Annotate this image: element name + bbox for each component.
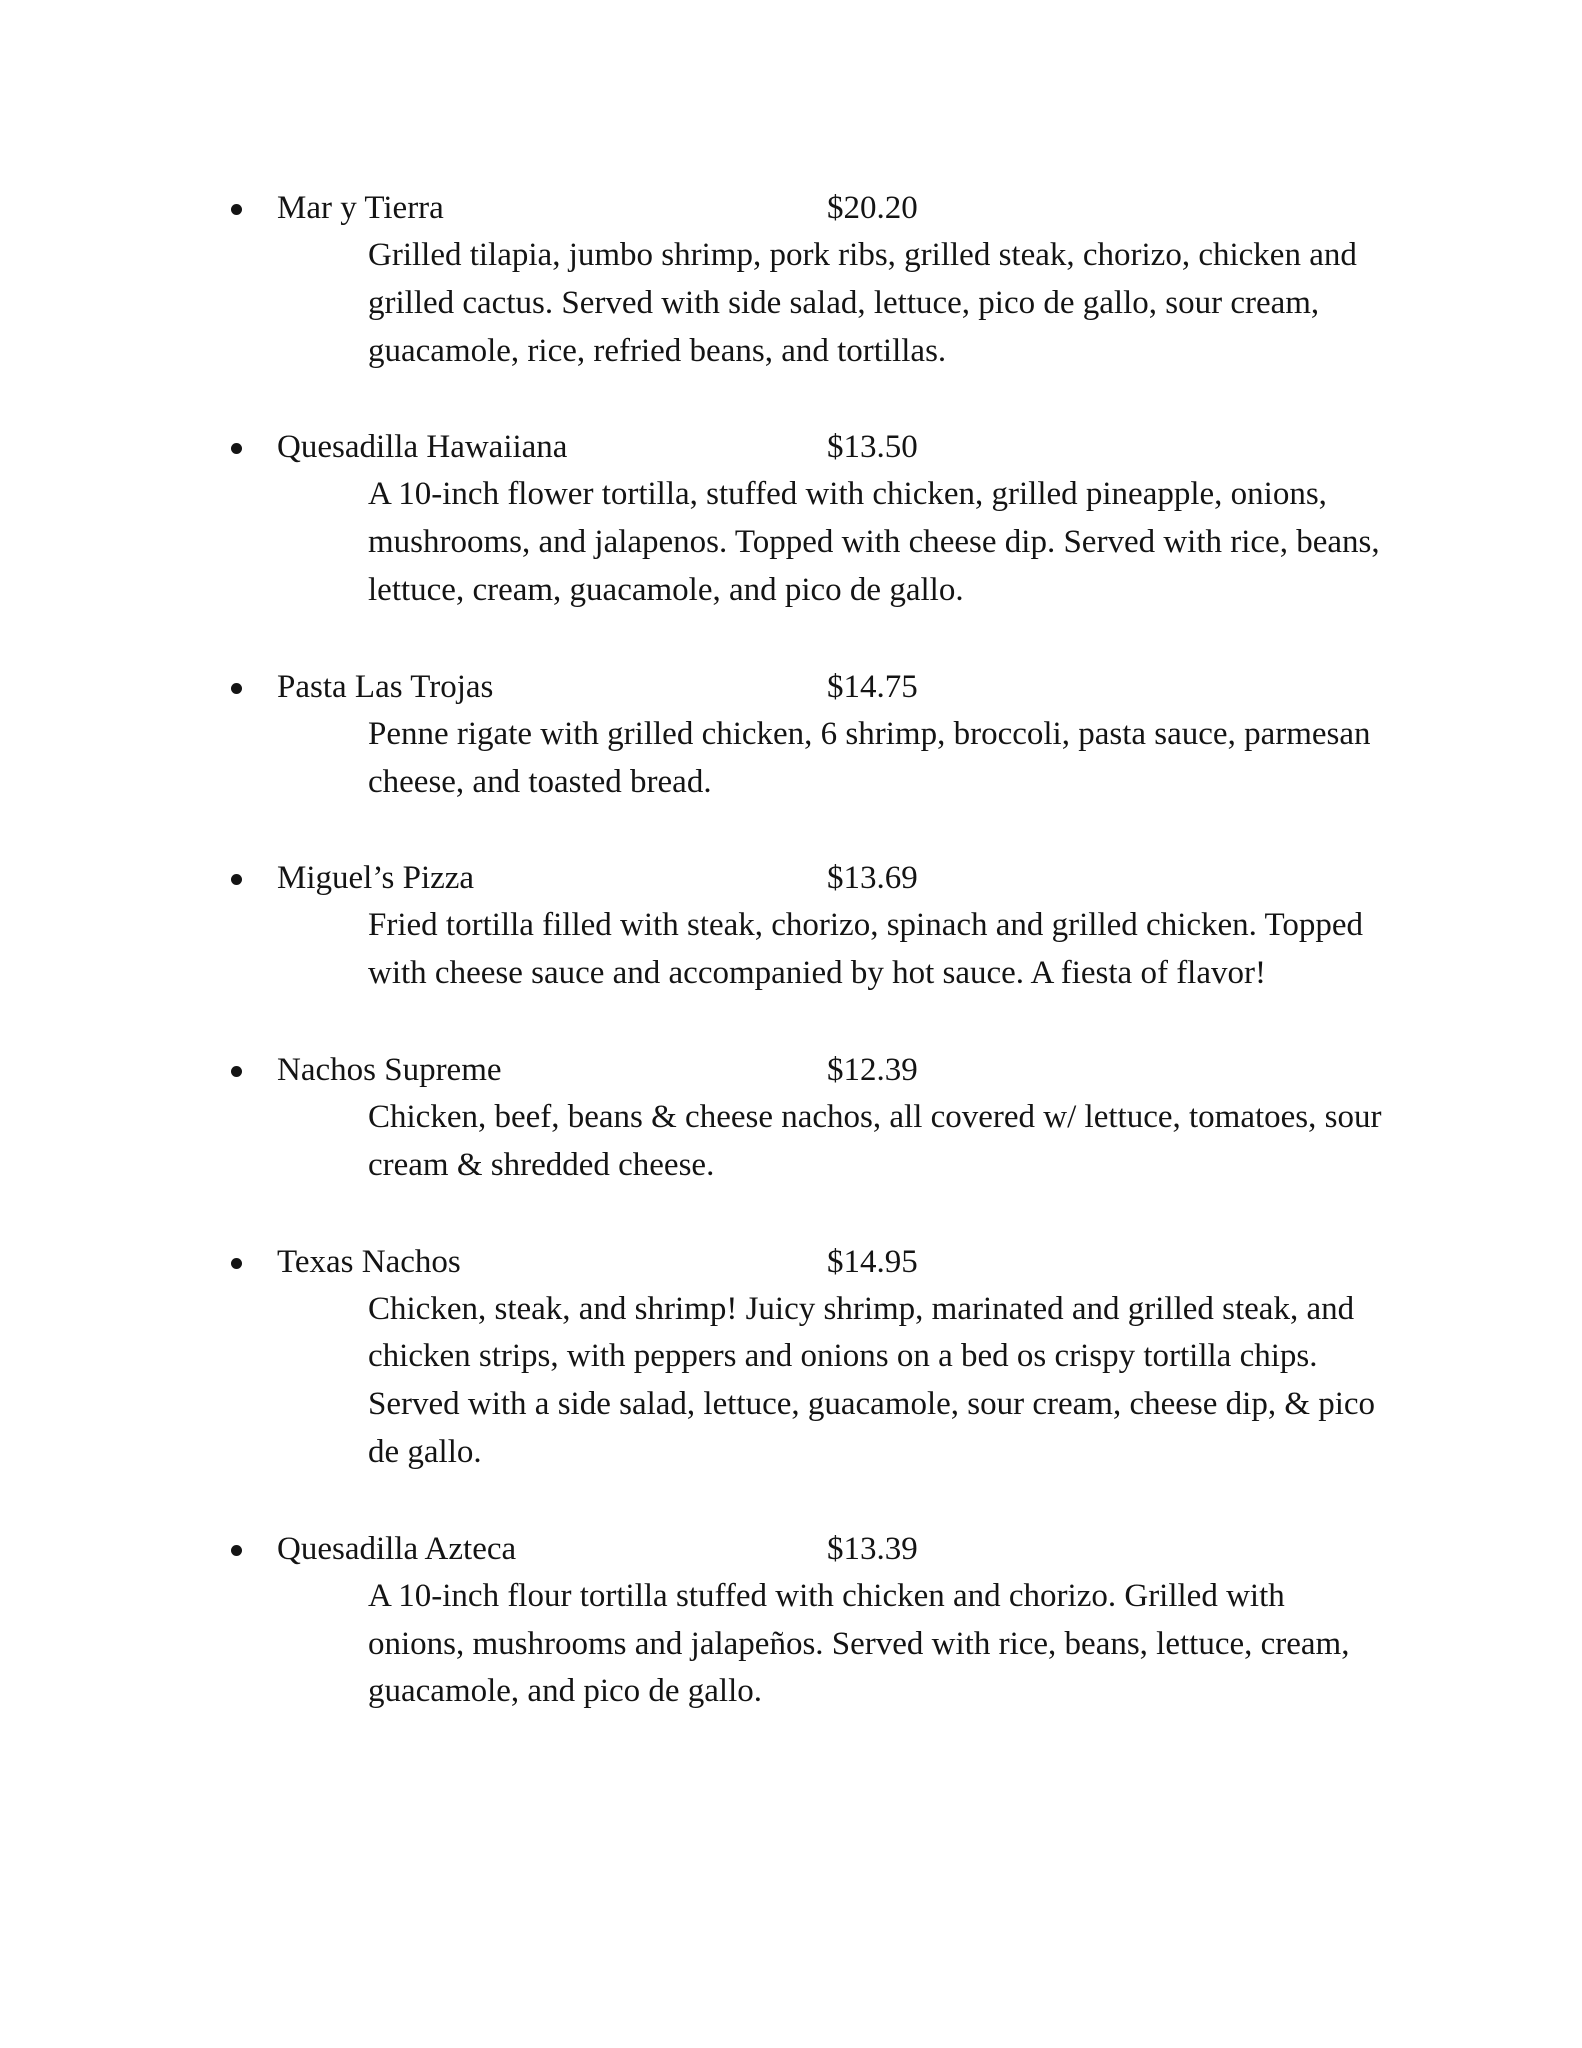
- menu-item-nachos-supreme: [0, 1046, 1582, 1190]
- menu-item-price: $20.20: [827, 190, 918, 226]
- bullet-icon: [231, 683, 242, 694]
- menu-item-header: [0, 1046, 1582, 1094]
- menu-item-price: $14.95: [827, 1243, 918, 1280]
- menu-item-header: [0, 184, 1582, 232]
- menu-item-description: Grilled tilapia, jumbo shrimp, pork ribs, grilled steak, chorizo, chicken and grilled cactus. Served with side salad, lettuce, pico de gallo, sour cream, guacamole, rice, refried beans, and tortillas.: [368, 237, 1357, 369]
- menu-item-name: Miguel’s Pizza: [277, 860, 475, 897]
- menu-item-description: Fried tortilla filled with steak, chorizo, spinach and grilled chicken. Topped with cheese sauce and accompanied by hot sauce. A fiesta of flavor!: [368, 907, 1364, 992]
- menu-item-price: $13.39: [827, 1530, 918, 1567]
- menu-item-description: A 10-inch flower tortilla, stuffed with chicken, grilled pineapple, onions, mushrooms, and jalapenos. Topped with cheese dip. Served with rice, beans, lettuce, cream, guacamole, and pico de gallo.: [368, 476, 1380, 608]
- menu-item-quesadilla-azteca: [0, 1525, 1582, 1716]
- menu-item-price: $13.50: [827, 429, 918, 466]
- menu-item-description: A 10-inch flour tortilla stuffed with chicken and chorizo. Grilled with onions, mushrooms and jalapeños. Served with rice, beans, lettuce, cream, guacamole, and pico de gallo.: [368, 1577, 1350, 1710]
- menu-item-name: Texas Nachos: [277, 1243, 461, 1280]
- menu-item-header: [0, 1525, 1582, 1573]
- menu-item-name: Nachos Supreme: [277, 1051, 502, 1088]
- menu-item-price: $14.75: [827, 668, 918, 705]
- bullet-icon: [231, 874, 242, 885]
- menu-item-texas-nachos: [0, 1238, 1582, 1477]
- menu-item-name: Quesadilla Hawaiiana: [277, 429, 568, 466]
- menu-item-pasta-las-trojas: [0, 663, 1582, 807]
- menu-item-description: Chicken, steak, and shrimp! Juicy shrimp, marinated and grilled steak, and chicken strips, with peppers and onions on a bed os crispy tortilla chips. Served with a side salad, lettuce, guacamole, sour cream, cheese dip, & pico de gallo.: [368, 1290, 1376, 1470]
- menu-item-header: [0, 423, 1582, 471]
- menu-item-price: $12.39: [827, 1051, 918, 1088]
- menu-item-header: [0, 854, 1582, 902]
- bullet-icon: [231, 1066, 242, 1077]
- menu-item-name: Pasta Las Trojas: [277, 668, 494, 705]
- menu-item-description: Penne rigate with grilled chicken, 6 shrimp, broccoli, pasta sauce, parmesan cheese, and toasted bread.: [368, 715, 1371, 800]
- menu-item-header: [0, 663, 1582, 711]
- bullet-icon: [231, 1258, 242, 1269]
- menu-item-mar-y-tierra: [0, 184, 1582, 375]
- menu-list: [0, 184, 1582, 1764]
- menu-item-miguels-pizza: [0, 854, 1582, 998]
- menu-item-description: Chicken, beef, beans & cheese nachos, all covered w/ lettuce, tomatoes, sour cream & shredded cheese.: [368, 1098, 1382, 1183]
- menu-item-quesadilla-hawaiiana: [0, 423, 1582, 614]
- menu-item-name: Mar y Tierra: [277, 190, 444, 226]
- menu-item-name: Quesadilla Azteca: [277, 1530, 517, 1567]
- menu-item-price: $13.69: [827, 860, 918, 897]
- bullet-icon: [231, 1545, 242, 1556]
- bullet-icon: [231, 204, 242, 215]
- menu-item-header: [0, 1238, 1582, 1286]
- bullet-icon: [231, 443, 242, 454]
